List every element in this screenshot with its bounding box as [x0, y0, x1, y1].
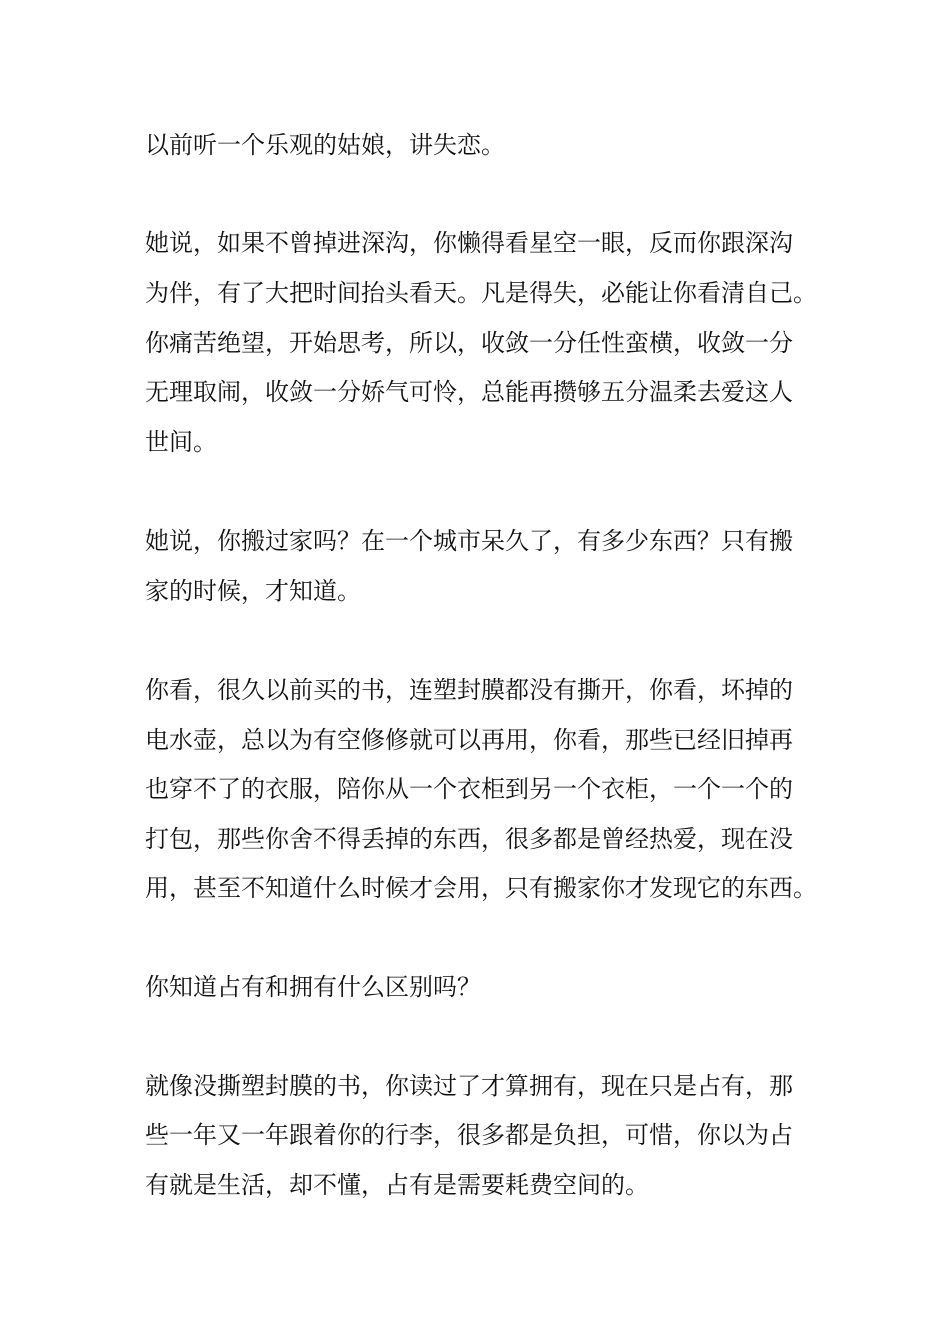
paragraph-1-line-1: 以前听一个乐观的姑娘，讲失恋。 — [145, 131, 505, 159]
paragraph-4-line-3: 也穿不了的衣服，陪你从一个衣柜到另一个衣柜，一个一个的 — [145, 775, 793, 803]
paragraph-2-line-5: 世间。 — [145, 428, 217, 456]
paragraph-6-line-1: 就像没撕塑封膜的书，你读过了才算拥有，现在只是占有，那 — [145, 1072, 793, 1100]
paragraph-6-line-3: 有就是生活，却不懂，占有是需要耗费空间的。 — [145, 1171, 649, 1199]
paragraph-2-line-2: 为伴，有了大把时间抬头看天。凡是得失，必能让你看清自己。 — [145, 279, 817, 307]
paragraph-6-line-2: 些一年又一年跟着你的行李，很多都是负担，可惜，你以为占 — [145, 1121, 793, 1149]
paragraph-2-line-1: 她说，如果不曾掉进深沟，你懒得看星空一眼，反而你跟深沟 — [145, 229, 793, 257]
paragraph-4-line-1: 你看，很久以前买的书，连塑封膜都没有撕开，你看，坏掉的 — [145, 676, 793, 704]
paragraph-4-line-4: 打包，那些你舍不得丢掉的东西，很多都是曾经热爱，现在没 — [145, 825, 793, 853]
paragraph-3-line-2: 家的时候，才知道。 — [145, 577, 361, 605]
paragraph-3-line-1: 她说，你搬过家吗？在一个城市呆久了，有多少东西？只有搬 — [145, 527, 793, 555]
paragraph-5-line-1: 你知道占有和拥有什么区别吗？ — [145, 973, 481, 1001]
paragraph-4-line-5: 用，甚至不知道什么时候才会用，只有搬家你才发现它的东西。 — [145, 874, 817, 902]
paragraph-2-line-4: 无理取闹，收敛一分娇气可怜，总能再攒够五分温柔去爱这人 — [145, 378, 793, 406]
paragraph-4-line-2: 电水壶，总以为有空修修就可以再用，你看，那些已经旧掉再 — [145, 726, 793, 754]
paragraph-2-line-3: 你痛苦绝望，开始思考，所以，收敛一分任性蛮横，收敛一分 — [145, 329, 793, 357]
